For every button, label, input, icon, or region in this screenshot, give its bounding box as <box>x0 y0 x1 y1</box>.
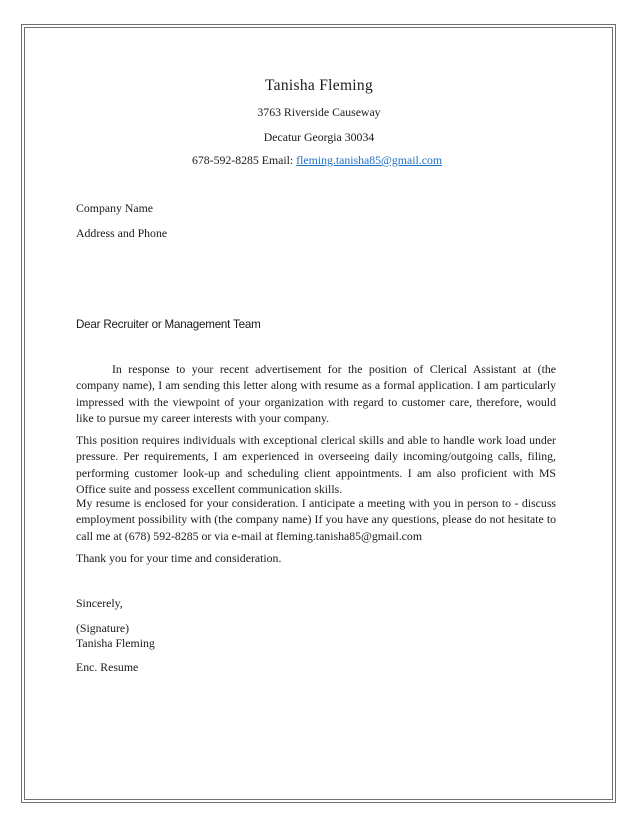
body-paragraph-4: Thank you for your time and consideration. <box>76 551 282 565</box>
body-paragraph-1: In response to your recent advertisement for the position of Clerical Assistant at (the company name), I am sending this letter along with resume as a formal application. I am particularly impressed with the viewpoint of your organization with regard to customer care, therefore, would like to pursue my career interests with your company. <box>76 362 556 425</box>
sender-contact <box>0 153 636 168</box>
sender-name: Tanisha Fleming <box>264 77 374 94</box>
salutation: Dear Recruiter or Management Team <box>76 318 261 331</box>
recipient-address: Address and Phone <box>76 226 168 240</box>
enclosure-note: Enc. Resume <box>76 660 139 674</box>
signature-placeholder: (Signature) <box>76 621 130 635</box>
sender-address-line1: 3763 Riverside Causeway <box>257 105 381 119</box>
body-paragraph-3: My resume is enclosed for your consideration. I anticipate a meeting with you in person to - discuss employment possibility with (the company name) If you have any questions, please do not hesitate to call me at (678) 592-8285 or via e-mail at fleming.tanisha85@gmail.com <box>76 496 556 543</box>
email-link[interactable]: fleming.tanisha85@gmail.com <box>296 153 443 167</box>
recipient-company: Company Name <box>76 201 153 215</box>
phone-email-label: 678-592-8285 Email: <box>191 153 297 167</box>
body-paragraph-2: This position requires individuals with exceptional clerical skills and able to handle work load under pressure. Per requirements, I am experienced in overseeing daily incoming/outgoing calls, filing, performing customer look-up and scheduling client appointments. I am also proficient with MS Office suite and possess excellent communication skills. <box>76 433 556 496</box>
valediction: Sincerely, <box>76 596 123 610</box>
signer-name: Tanisha Fleming <box>76 636 155 650</box>
sender-address-line2: Decatur Georgia 30034 <box>263 130 375 144</box>
